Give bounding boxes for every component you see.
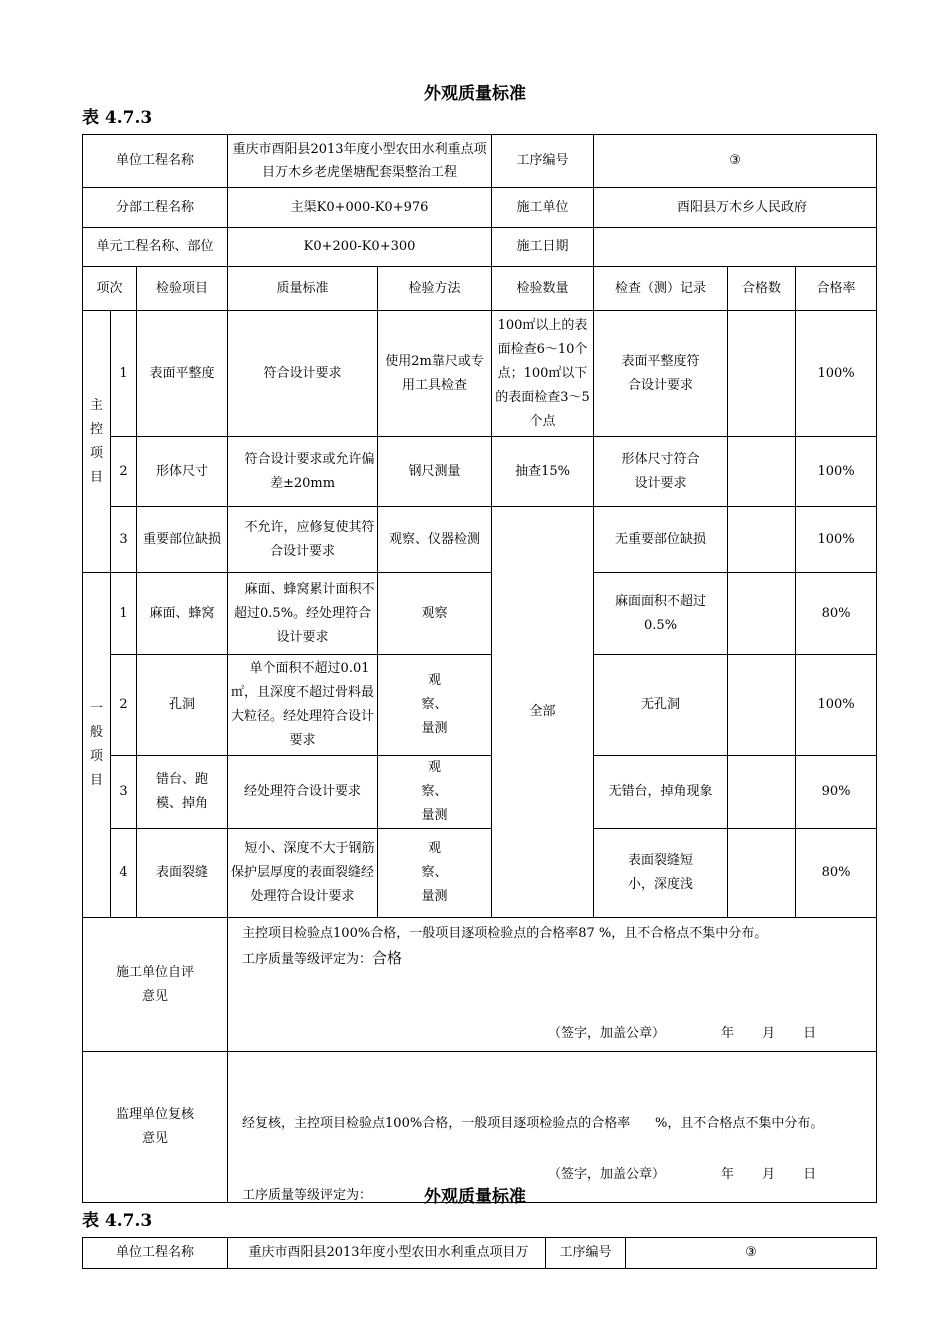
supervisor-sign-line [228, 1163, 876, 1187]
contractor-value: 酉阳县万木乡人民政府 [594, 188, 877, 228]
supervisor-opinion-cell [228, 1052, 877, 1203]
unit-project-value: 重庆市酉阳县2013年度小型农田水利重点项目万 [228, 1238, 546, 1269]
item-pass-rate: 100% [796, 507, 877, 573]
element-label: 单元工程名称、部位 [83, 228, 228, 267]
item-pass-count [728, 829, 796, 918]
repeat-page-title: 外观质量标准 [424, 1187, 526, 1207]
item-name: 重要部位缺损 [137, 507, 228, 573]
repeat-table-number: 表 4.7.3 [82, 1211, 153, 1231]
item-no: 1 [111, 573, 137, 655]
item-no: 3 [111, 756, 137, 829]
column-header: 项次 [83, 267, 137, 311]
contractor-sign-line [228, 1022, 876, 1046]
sign-note: （签字，加盖公章） [548, 1026, 666, 1041]
year-label: 年 [721, 1026, 735, 1041]
column-header: 检验方法 [378, 267, 492, 311]
item-record: 表面裂缝短小，深度浅 [594, 829, 728, 918]
item-no: 3 [111, 507, 137, 573]
contractor-opinion-cell [228, 918, 877, 1052]
process-no-label: 工序编号 [492, 135, 594, 188]
item-name: 形体尺寸 [137, 437, 228, 507]
item-pass-count [728, 756, 796, 829]
item-pass-rate: 100% [796, 311, 877, 437]
division-label: 分部工程名称 [83, 188, 228, 228]
repeat-form-table [82, 1237, 877, 1269]
item-method: 使用2m靠尺或专用工具检查 [378, 311, 492, 437]
item-pass-count [728, 437, 796, 507]
main-group-label: 主控项目 [83, 311, 111, 573]
item-pass-count [728, 507, 796, 573]
item-method: 钢尺测量 [378, 437, 492, 507]
date-value [594, 228, 877, 267]
item-record: 麻面面积不超过0.5% [594, 573, 728, 655]
column-header: 检查（测）记录 [594, 267, 728, 311]
item-name: 麻面、蜂窝 [137, 573, 228, 655]
item-no: 2 [111, 655, 137, 756]
item-pass-count [728, 311, 796, 437]
item-method: 观察、量测 [378, 756, 492, 829]
item-method: 观察、仪器检测 [378, 507, 492, 573]
sign-note: （签字，加盖公章） [548, 1167, 666, 1182]
item-method: 观察 [378, 573, 492, 655]
process-no-value: ③ [626, 1238, 877, 1269]
contractor-label: 施工单位 [492, 188, 594, 228]
month-label: 月 [762, 1026, 776, 1041]
item-no: 1 [111, 311, 137, 437]
item-name: 表面裂缝 [137, 829, 228, 918]
item-no: 2 [111, 437, 137, 507]
item-pass-rate: 100% [796, 437, 877, 507]
item-pass-rate: 100% [796, 655, 877, 756]
column-header: 合格率 [796, 267, 877, 311]
item-method: 观察、量测 [378, 655, 492, 756]
item-pass-count [728, 655, 796, 756]
shared-quantity: 全部 [492, 507, 594, 918]
contractor-grade-prefix: 工序质量等级评定为： [242, 952, 373, 967]
item-record: 形体尺寸符合设计要求 [594, 437, 728, 507]
column-header: 检验项目 [137, 267, 228, 311]
general-group-label: 一般项目 [83, 573, 111, 918]
item-standard: 麻面、蜂窝累计面积不超过0.5%。经处理符合设计要求 [228, 573, 378, 655]
supervisor-opinion-label: 监理单位复核意见 [83, 1052, 228, 1203]
item-record: 无孔洞 [594, 655, 728, 756]
contractor-opinion-text: 主控项目检验点100%合格，一般项目逐项检验点的合格率87 %，且不合格点不集中分布。 [242, 926, 768, 941]
unit-project-label: 单位工程名称 [83, 1238, 228, 1269]
column-header: 质量标准 [228, 267, 378, 311]
date-label: 施工日期 [492, 228, 594, 267]
column-header: 检验数量 [492, 267, 594, 311]
table-number: 表 4.7.3 [82, 108, 153, 128]
process-no-value: ③ [594, 135, 877, 188]
item-standard: 短小、深度不大于钢筋保护层厚度的表面裂缝经处理符合设计要求 [228, 829, 378, 918]
item-pass-rate: 90% [796, 756, 877, 829]
item-method: 观察、量测 [378, 829, 492, 918]
column-header: 合格数 [728, 267, 796, 311]
unit-project-value: 重庆市酉阳县2013年度小型农田水利重点项目万木乡老虎堡塘配套渠整治工程 [228, 135, 492, 188]
supervisor-grade-prefix: 工序质量等级评定为： [242, 1188, 373, 1203]
item-standard: 经处理符合设计要求 [228, 756, 378, 829]
year-label: 年 [721, 1167, 735, 1182]
item-record: 无错台，掉角现象 [594, 756, 728, 829]
quality-form-table [82, 134, 877, 1203]
item-standard: 符合设计要求 [228, 311, 378, 437]
item-no: 4 [111, 829, 137, 918]
division-value: 主渠K0+000-K0+976 [228, 188, 492, 228]
item-pass-rate: 80% [796, 829, 877, 918]
item-quantity: 100㎡以上的表面检查6～10个点；100㎡以下的表面检查3～5个点 [492, 311, 594, 437]
item-standard: 不允许，应修复使其符合设计要求 [228, 507, 378, 573]
item-name: 孔洞 [137, 655, 228, 756]
day-label: 日 [803, 1026, 817, 1041]
item-standard: 单个面积不超过0.01㎡，且深度不超过骨料最大粒径。经处理符合设计要求 [228, 655, 378, 756]
item-record: 表面平整度符合设计要求 [594, 311, 728, 437]
item-pass-rate: 80% [796, 573, 877, 655]
month-label: 月 [762, 1167, 776, 1182]
item-standard: 符合设计要求或允许偏差±20mm [228, 437, 378, 507]
item-name: 错台、跑模、掉角 [137, 756, 228, 829]
contractor-grade: 合格 [372, 949, 403, 967]
item-record: 无重要部位缺损 [594, 507, 728, 573]
contractor-opinion-label: 施工单位自评意见 [83, 918, 228, 1052]
item-quantity: 抽查15% [492, 437, 594, 507]
day-label: 日 [803, 1167, 817, 1182]
page-title: 外观质量标准 [424, 84, 526, 104]
element-value: K0+200-K0+300 [228, 228, 492, 267]
process-no-label: 工序编号 [546, 1238, 626, 1269]
item-pass-count [728, 573, 796, 655]
unit-project-label: 单位工程名称 [83, 135, 228, 188]
supervisor-opinion-text: 经复核，主控项目检验点100%合格，一般项目逐项检验点的合格率 %，且不合格点不集中分布。 [242, 1116, 824, 1131]
item-name: 表面平整度 [137, 311, 228, 437]
